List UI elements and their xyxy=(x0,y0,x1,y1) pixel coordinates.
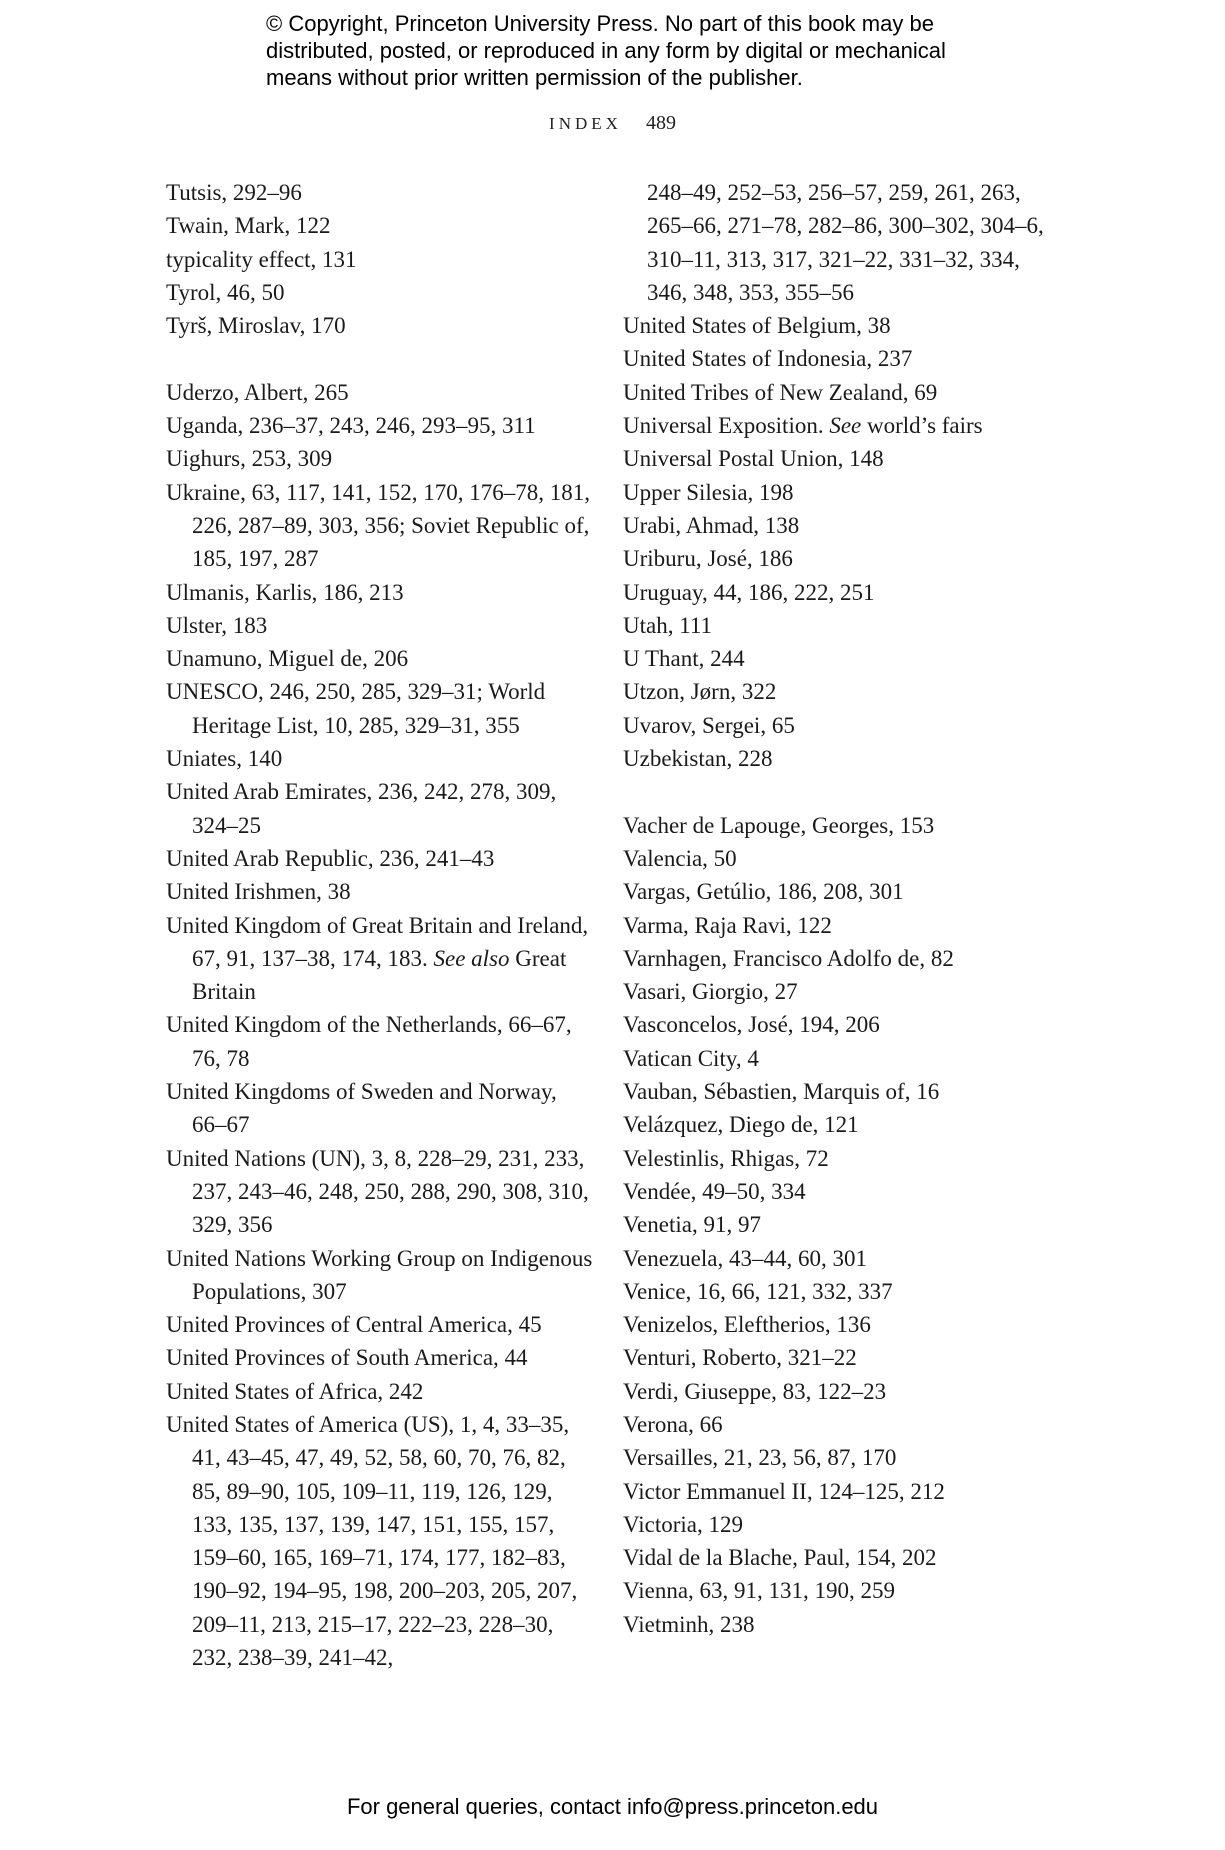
index-entry: Vienna, 63, 91, 131, 190, 259 xyxy=(623,1578,896,1604)
index-entry: Uighurs, 253, 309 xyxy=(166,446,333,472)
index-entry: Vacher de Lapouge, Georges, 153 xyxy=(623,812,935,838)
see-cross-reference: See xyxy=(829,413,862,439)
index-entry: Tutsis, 292–96 xyxy=(166,180,302,205)
index-entry: Uganda, 236–37, 243, 246, 293–95, 311 xyxy=(166,413,536,439)
index-entry xyxy=(623,409,1053,442)
index-entry: Ulster, 183 xyxy=(166,612,268,638)
index-entry: Ukraine, 63, 117, 141, 152, 170, 176–78, 181, 226, 287–89, 303, 356; Soviet Republic of, 185, 197, 287 xyxy=(166,479,590,572)
index-entry: Varnhagen, Francisco Adolfo de, 82 xyxy=(623,945,954,971)
index-entry: Vasari, Giorgio, 27 xyxy=(623,979,798,1005)
index-entry: Uvarov, Sergei, 65 xyxy=(623,712,795,738)
index-entry: United Arab Republic, 236, 241–43 xyxy=(166,845,495,871)
index-entry: Tyrš, Miroslav, 170 xyxy=(166,313,346,339)
index-entry: Vidal de la Blache, Paul, 154, 202 xyxy=(623,1545,937,1571)
index-entry: Varma, Raja Ravi, 122 xyxy=(623,912,832,938)
index-entry: United Kingdoms of Sweden and Norway, 66–67 xyxy=(166,1079,557,1138)
running-head xyxy=(0,112,1225,135)
index-entry: Venice, 16, 66, 121, 332, 337 xyxy=(623,1278,893,1304)
index-entry: Venturi, Roberto, 321–22 xyxy=(623,1345,857,1371)
index-entry: Unamuno, Miguel de, 206 xyxy=(166,646,409,672)
index-entry: Valencia, 50 xyxy=(623,845,737,871)
index-entry: Vauban, Sébastien, Marquis of, 16 xyxy=(623,1079,940,1105)
index-entry: Verdi, Giuseppe, 83, 122–23 xyxy=(623,1378,887,1404)
index-entry: typicality effect, 131 xyxy=(166,246,357,272)
index-entry: United States of Belgium, 38 xyxy=(623,313,891,339)
index-entry xyxy=(166,909,596,1009)
index-column-right xyxy=(623,176,1053,1641)
index-entry: United Tribes of New Zealand, 69 xyxy=(623,379,938,405)
index-entry: Velestinlis, Rhigas, 72 xyxy=(623,1145,829,1171)
page-number: 489 xyxy=(645,112,676,134)
entry-text: Universal Exposition. xyxy=(623,413,830,439)
index-entry-continuation: 248–49, 252–53, 256–57, 259, 261, 263, 265–66, 271–78, 282–86, 300–302, 304–6, 310–11, 313, 317, 321–22, 331–32, 334, 346, 348, 353, 355–56 xyxy=(647,180,1044,305)
index-entry: Uruguay, 44, 186, 222, 251 xyxy=(623,579,875,605)
index-entry: Uniates, 140 xyxy=(166,746,283,772)
letter-group-gap xyxy=(623,775,1053,808)
index-entry: Ulmanis, Karlis, 186, 213 xyxy=(166,579,404,605)
letter-group-gap xyxy=(166,342,596,375)
index-entry: Twain, Mark, 122 xyxy=(166,213,331,239)
index-entry: United Kingdom of the Netherlands, 66–67, 76, 78 xyxy=(166,1012,572,1071)
index-entry: U Thant, 244 xyxy=(623,646,745,672)
index-entry: Victoria, 129 xyxy=(623,1511,743,1537)
index-entry: United Provinces of Central America, 45 xyxy=(166,1312,542,1338)
index-entry: Upper Silesia, 198 xyxy=(623,479,794,505)
index-entry: Uzbekistan, 228 xyxy=(623,746,773,772)
running-head-title: INDEX xyxy=(549,114,622,133)
index-entry: United Irishmen, 38 xyxy=(166,879,351,905)
copyright-line: © Copyright, Princeton University Press. No part of this book may be xyxy=(266,11,934,36)
index-entry: Uriburu, José, 186 xyxy=(623,546,793,572)
index-entry: Vargas, Getúlio, 186, 208, 301 xyxy=(623,879,904,905)
copyright-line: distributed, posted, or reproduced in any form by digital or mechanical xyxy=(266,38,946,63)
index-entry: Vietminh, 238 xyxy=(623,1611,755,1637)
entry-text: world’s fairs xyxy=(861,413,983,439)
index-entry: Venezuela, 43–44, 60, 301 xyxy=(623,1245,867,1271)
copyright-notice xyxy=(266,10,1026,91)
index-entry: Vasconcelos, José, 194, 206 xyxy=(623,1012,880,1038)
index-entry: United Nations Working Group on Indigenous Populations, 307 xyxy=(166,1245,593,1304)
index-entry: Versailles, 21, 23, 56, 87, 170 xyxy=(623,1445,897,1471)
copyright-line: means without prior written permission of the publisher. xyxy=(266,65,803,90)
entry-text: United Kingdom of Great Britain and Ireland, 67, 91, 137–38, 174, 183. xyxy=(166,912,589,971)
index-entry: Verona, 66 xyxy=(623,1411,723,1437)
index-entry: United Nations (UN), 3, 8, 228–29, 231, 233, 237, 243–46, 248, 250, 288, 290, 308, 310, 329, 356 xyxy=(166,1145,589,1238)
index-entry: United Provinces of South America, 44 xyxy=(166,1345,528,1371)
index-entry: United Arab Emirates, 236, 242, 278, 309, 324–25 xyxy=(166,779,557,838)
index-entry: Velázquez, Diego de, 121 xyxy=(623,1112,859,1138)
index-entry: Venetia, 91, 97 xyxy=(623,1212,761,1238)
index-entry: Venizelos, Eleftherios, 136 xyxy=(623,1312,871,1338)
index-entry: Utah, 111 xyxy=(623,612,713,638)
index-entry: Utzon, Jørn, 322 xyxy=(623,679,777,705)
index-entry: United States of America (US), 1, 4, 33–35, 41, 43–45, 47, 49, 52, 58, 60, 70, 76, 82, 85, 89–90, 105, 109–11, 119, 126, 129, 133, 135, 137, 139, 147, 151, 155, 157, 159–60, 165, 169–71, 174, 177, 182–83, 190–92, 194–95, 198, 200–203, 205, 207, 209–11, 213, 215–17, 222–23, 228–30, 232, 238–39, 241–42, xyxy=(166,1411,578,1671)
entry-text: Great Britain xyxy=(192,945,567,1005)
index-entry: Tyrol, 46, 50 xyxy=(166,279,285,305)
index-entry: United States of Indonesia, 237 xyxy=(623,346,913,372)
index-entry: United States of Africa, 242 xyxy=(166,1378,424,1404)
see-also-cross-reference: See also xyxy=(433,945,510,971)
index-entry: Vendée, 49–50, 334 xyxy=(623,1178,806,1204)
index-entry: Urabi, Ahmad, 138 xyxy=(623,512,800,538)
index-entry: Uderzo, Albert, 265 xyxy=(166,379,349,405)
index-entry: Victor Emmanuel II, 124–125, 212 xyxy=(623,1478,945,1504)
contact-footer: For general queries, contact info@press.princeton.edu xyxy=(346,1794,879,1819)
index-entry: Vatican City, 4 xyxy=(623,1045,759,1071)
index-entry: UNESCO, 246, 250, 285, 329–31; World Heritage List, 10, 285, 329–31, 355 xyxy=(166,679,546,738)
index-entry: Universal Postal Union, 148 xyxy=(623,446,884,472)
index-column-left xyxy=(166,176,596,1674)
